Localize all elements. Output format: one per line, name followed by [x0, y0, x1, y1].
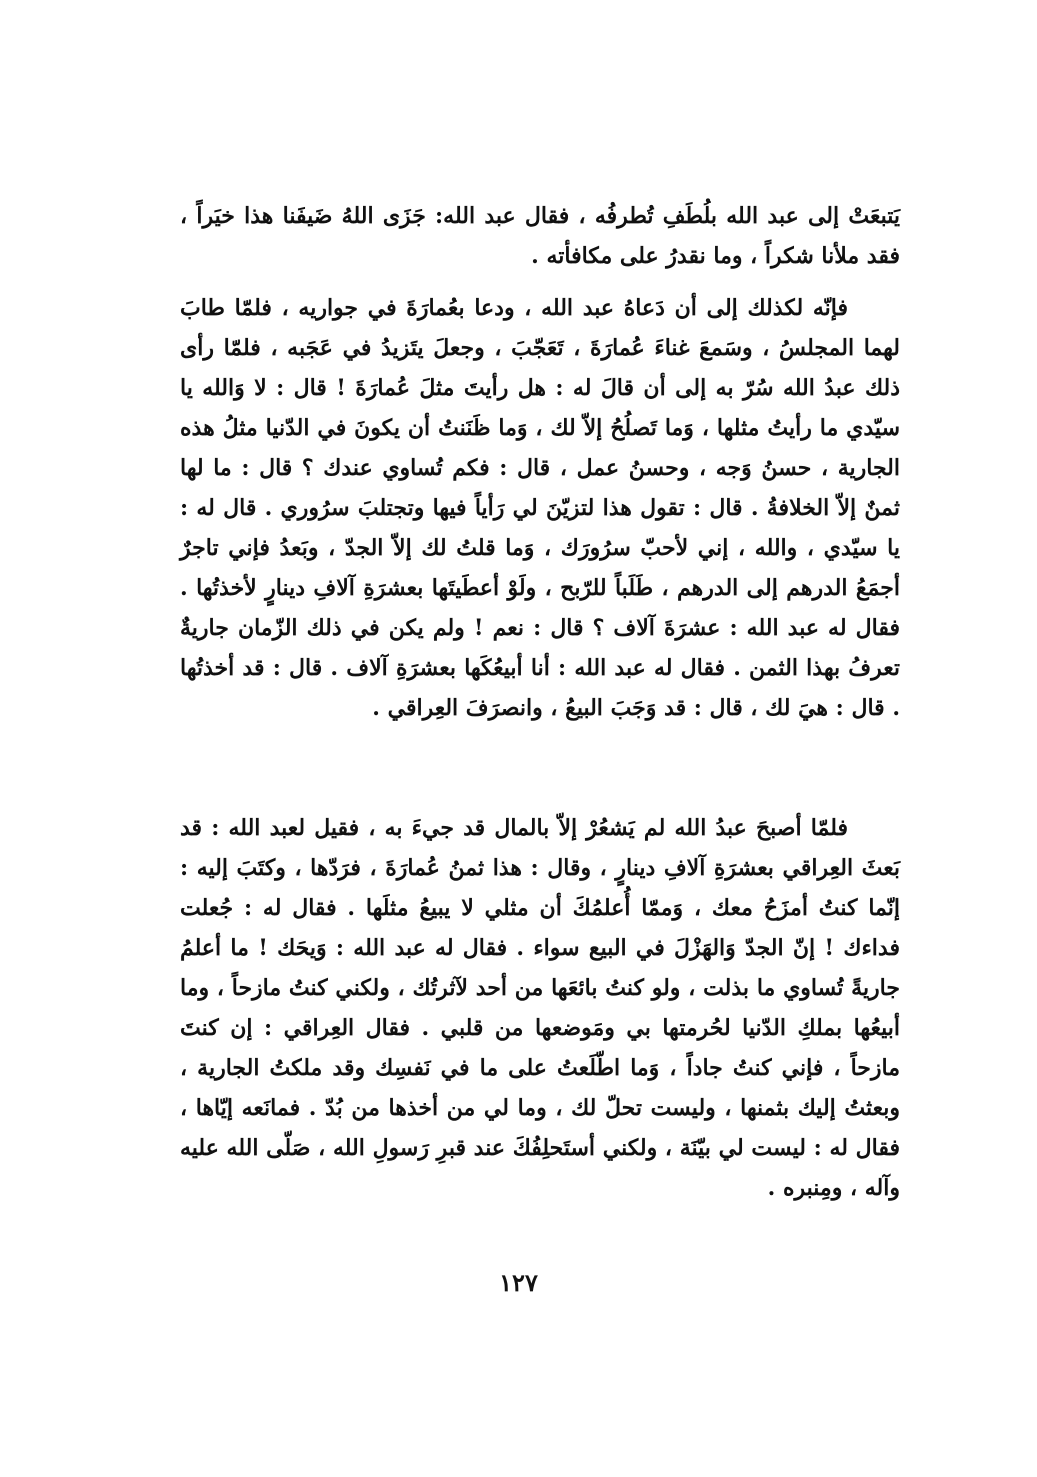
page-number: ١٢٧: [499, 1268, 538, 1297]
paragraph-final: [180, 808, 900, 1208]
paragraph-text: فلمّا أصبحَ عبدُ الله لم يَشعُرْ إلاّ بالمال قد جيءَ به ، فقيل لعبد الله : قد بَعثَ العِراقي بعشرَةِ آلافِ دينارٍ ، وقال : هذا ثمنُ عُمارَةَ ، فرَدّها ، وكتَبَ إليه : إنّما كنتُ أمزَحُ معك ، وَممّا أُعلمُكَ أن مثلي لا يبيعُ مثلَها . فقال له : جُعلت فداءك ! إنّ الجدّ وَالهَزْلَ في البيع سواء . فقال له عبد الله : وَيحَك ! ما أعلمُ جاريةً تُساوي ما بذلت ، ولو كنتُ بائعَها من أحد لآثرتُك ، ولكني كنتُ مازحاً ، وما أبيعُها بملكِ الدّنيا لحُرمتها بي ومَوضعها من قلبي . فقال العِراقي : إن كنتَ مازحاً ، فإني كنتُ جاداً ، وَما اطّلَعتُ على ما في نَفسِك وقد ملكتُ الجارية ، وبعثتُ إليك بثمنها ، وليست تحلّ لك ، وما لي من أخذها من بُدّ . فمانَعه إيّاها ، فقال له : ليست لي بيّنَة ، ولكني أستَحلِفُكَ عند قبرِ رَسولِ الله ، صَلّى الله عليه وآله ، ومِنبره .: [180, 815, 901, 1201]
paragraph-main: [180, 288, 900, 728]
paragraph-text: فإنّه لكذلك إلى أن دَعاهُ عبد الله ، ودعا بعُمارَةَ في جواريه ، فلمّا طابَ لهما المجلسُ ، وسَمعَ غناءَ عُمارَةَ ، تَعَجّبَ ، وجعلَ يتَزيدُ في عَجَبه ، فلمّا رأى ذلك عبدُ الله سُرّ به إلى أن قالَ له : هل رأيتَ مثلَ عُمارَةَ ! قال : لا وَالله يا سيّدي ما رأيتُ مثلها ، وَما تَصلُحُ إلاّ لك ، وَما ظَنَنتُ أن يكونَ في الدّنيا مثلُ هذه الجارية ، حسنُ وَجه ، وحسنُ عمل ، قال : فكم تُساوي عندك ؟ قال : ما لها ثمنٌ إلاّ الخلافةُ . قال : تقول هذا لتزيّنَ لي رَأياً فيها وتجتلبَ سرُوري . قال له : يا سيّدي ، والله ، إني لأحبّ سرُورَك ، وَما قلتُ لك إلاّ الجدّ ، وبَعدُ فإني تاجرٌ أجمَعُ الدرهم إلى الدرهم ، طَلَباً للرّبح ، ولَوْ أعطَيتَها بعشرَةِ آلافِ دينارٍ لأخذتُها . فقال له عبد الله : عشرَةَ آلاف ؟ قال : نعم ! ولم يكن في ذلك الزّمان جاريةٌ تعرفُ بهذا الثمن . فقال له عبد الله : أنا أبيعُكَها بعشرَةِ آلاف . قال : قد أخذتُها . قال : هيَ لك ، قال : قد وَجَبَ البيعُ ، وانصرَفَ العِراقي .: [180, 295, 900, 721]
paragraph-continuation: [180, 196, 900, 276]
paragraph-text: يَتبعَتْ إلى عبد الله بلُطَفِ تُطرفُه ، فقال عبد الله: جَزَى اللهُ ضَيفَنا هذا خيَراً ، فقد ملأنا شكراً ، وما نقدرُ على مكافأته .: [180, 203, 900, 269]
